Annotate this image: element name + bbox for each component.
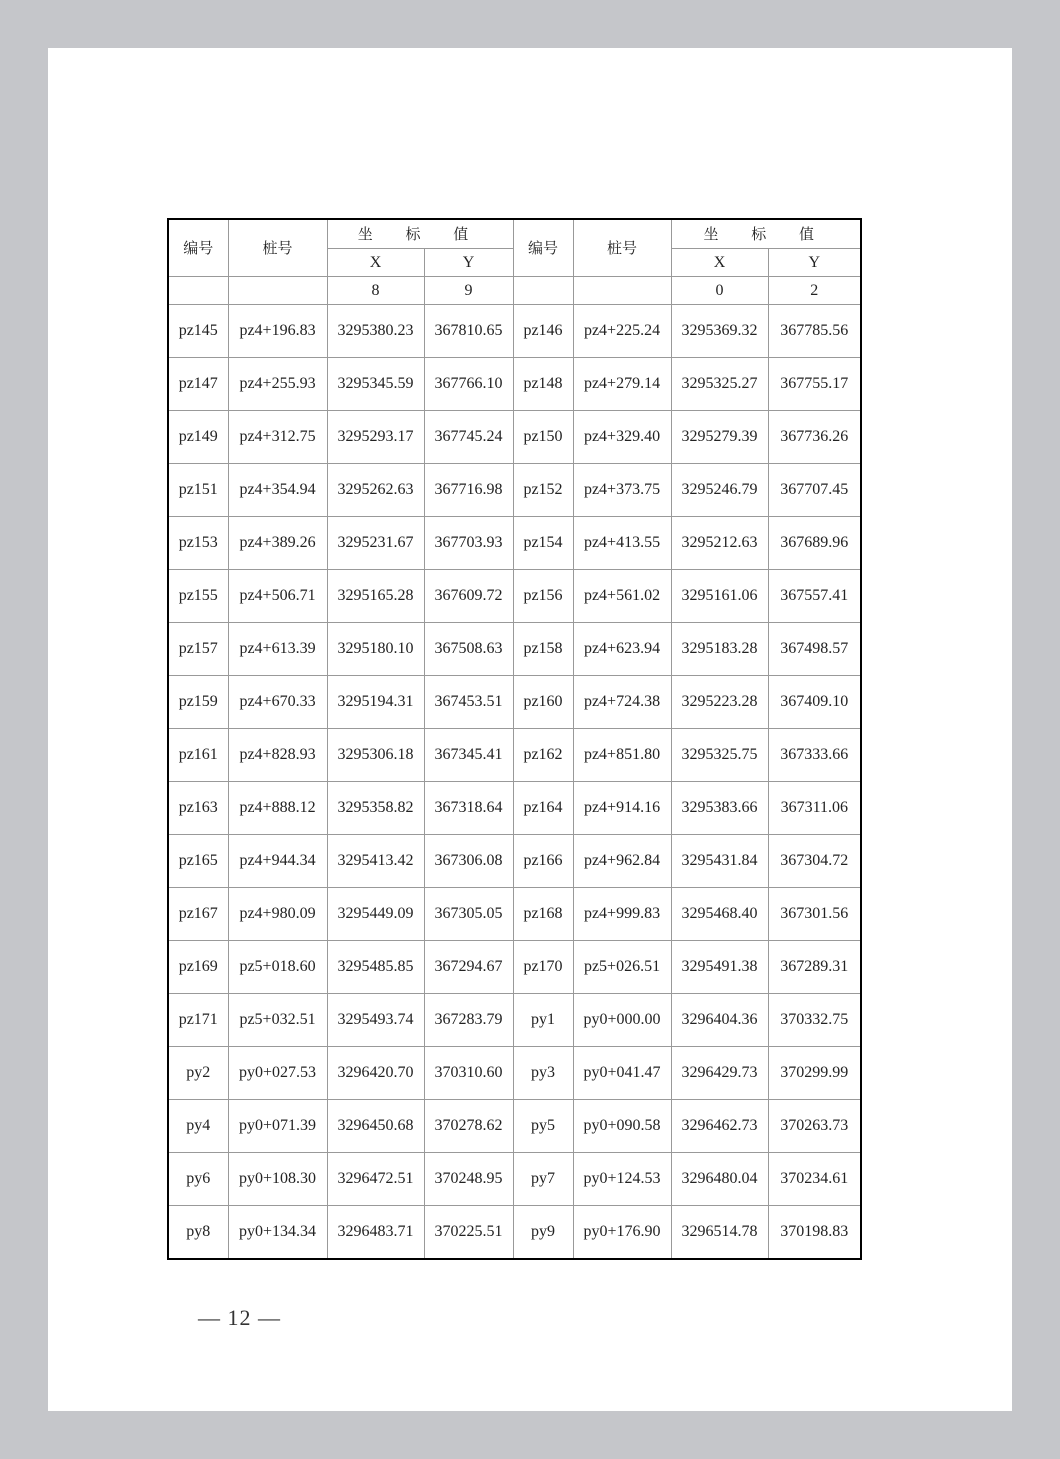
cell-coord-x: 3295325.27 xyxy=(671,358,768,411)
cell-station: pz4+329.40 xyxy=(573,411,671,464)
cell-coord-x: 3295293.17 xyxy=(327,411,424,464)
table-row xyxy=(168,994,861,1047)
cell-y-fragment: 2 xyxy=(768,277,861,305)
cell-station: pz4+724.38 xyxy=(573,676,671,729)
cell-station: pz4+279.14 xyxy=(573,358,671,411)
cell-coord-y: 367289.31 xyxy=(768,941,861,994)
cell-coord-y: 367766.10 xyxy=(424,358,513,411)
cell-coord-y: 370299.99 xyxy=(768,1047,861,1100)
cell-coord-y: 367318.64 xyxy=(424,782,513,835)
cell-point-id: pz165 xyxy=(168,835,228,888)
cell-point-id: pz152 xyxy=(513,464,573,517)
cell-point-id: pz171 xyxy=(168,994,228,1047)
cell-point-id: py7 xyxy=(513,1153,573,1206)
cell-coord-y: 370332.75 xyxy=(768,994,861,1047)
cell-station: pz4+914.16 xyxy=(573,782,671,835)
cell-station: py0+134.34 xyxy=(228,1206,327,1260)
cell-station: py0+176.90 xyxy=(573,1206,671,1260)
cell-point-id: pz161 xyxy=(168,729,228,782)
cell-point-id: pz157 xyxy=(168,623,228,676)
cell-x-fragment: 8 xyxy=(327,277,424,305)
table-row xyxy=(168,729,861,782)
cell-coord-y: 367785.56 xyxy=(768,305,861,358)
cell-station: pz5+032.51 xyxy=(228,994,327,1047)
cell-station: pz4+225.24 xyxy=(573,305,671,358)
cell-y-fragment: 9 xyxy=(424,277,513,305)
cell-coord-x: 3295161.06 xyxy=(671,570,768,623)
header-coord-left: 坐 标 值 xyxy=(327,219,513,249)
cell-coord-x: 3295325.75 xyxy=(671,729,768,782)
cell-coord-y: 367345.41 xyxy=(424,729,513,782)
table-row xyxy=(168,835,861,888)
cell-coord-y: 367301.56 xyxy=(768,888,861,941)
table-row xyxy=(168,623,861,676)
cell-coord-x: 3296420.70 xyxy=(327,1047,424,1100)
cell-point-id: pz163 xyxy=(168,782,228,835)
cell-coord-y: 367707.45 xyxy=(768,464,861,517)
table-header xyxy=(168,219,861,277)
cell-point-id: pz159 xyxy=(168,676,228,729)
cell-coord-y: 367311.06 xyxy=(768,782,861,835)
cell-station: pz4+888.12 xyxy=(228,782,327,835)
cell-station: pz4+373.75 xyxy=(573,464,671,517)
cell-coord-x: 3295468.40 xyxy=(671,888,768,941)
cell-empty xyxy=(573,277,671,305)
cell-point-id: pz149 xyxy=(168,411,228,464)
cell-coord-y: 367305.05 xyxy=(424,888,513,941)
cell-coord-x: 3295231.67 xyxy=(327,517,424,570)
table-row xyxy=(168,1100,861,1153)
cell-point-id: pz166 xyxy=(513,835,573,888)
cell-point-id: pz153 xyxy=(168,517,228,570)
header-station-left: 桩号 xyxy=(228,219,327,277)
cell-coord-x: 3295380.23 xyxy=(327,305,424,358)
cell-coord-x: 3296480.04 xyxy=(671,1153,768,1206)
cell-coord-x: 3296404.36 xyxy=(671,994,768,1047)
cell-point-id: pz155 xyxy=(168,570,228,623)
cell-point-id: py8 xyxy=(168,1206,228,1260)
cell-coord-x: 3295383.66 xyxy=(671,782,768,835)
cell-point-id: py3 xyxy=(513,1047,573,1100)
coordinate-table xyxy=(167,218,862,1260)
cell-point-id: pz156 xyxy=(513,570,573,623)
cell-coord-x: 3296429.73 xyxy=(671,1047,768,1100)
table-row xyxy=(168,411,861,464)
cell-point-id: pz169 xyxy=(168,941,228,994)
cell-station: py0+027.53 xyxy=(228,1047,327,1100)
cell-station: pz4+506.71 xyxy=(228,570,327,623)
cell-coord-y: 370198.83 xyxy=(768,1206,861,1260)
cell-coord-y: 367304.72 xyxy=(768,835,861,888)
table-row xyxy=(168,358,861,411)
cell-point-id: py4 xyxy=(168,1100,228,1153)
cell-point-id: py2 xyxy=(168,1047,228,1100)
cell-coord-x: 3295369.32 xyxy=(671,305,768,358)
table-row xyxy=(168,517,861,570)
table-row xyxy=(168,888,861,941)
cell-station: py0+108.30 xyxy=(228,1153,327,1206)
cell-station: py0+000.00 xyxy=(573,994,671,1047)
cell-coord-x: 3295491.38 xyxy=(671,941,768,994)
cell-coord-x: 3295413.42 xyxy=(327,835,424,888)
cell-coord-y: 367409.10 xyxy=(768,676,861,729)
cell-coord-y: 367703.93 xyxy=(424,517,513,570)
cell-station: pz4+944.34 xyxy=(228,835,327,888)
header-id-right: 编号 xyxy=(513,219,573,277)
cell-station: pz4+962.84 xyxy=(573,835,671,888)
cell-coord-x: 3295431.84 xyxy=(671,835,768,888)
cell-station: py0+124.53 xyxy=(573,1153,671,1206)
cell-point-id: pz164 xyxy=(513,782,573,835)
cell-point-id: pz160 xyxy=(513,676,573,729)
cell-coord-y: 367453.51 xyxy=(424,676,513,729)
table-row xyxy=(168,570,861,623)
cell-coord-x: 3295345.59 xyxy=(327,358,424,411)
cell-point-id: pz162 xyxy=(513,729,573,782)
cell-coord-y: 367498.57 xyxy=(768,623,861,676)
cell-coord-y: 367810.65 xyxy=(424,305,513,358)
cell-coord-y: 367508.63 xyxy=(424,623,513,676)
cell-station: pz4+980.09 xyxy=(228,888,327,941)
cell-coord-y: 367609.72 xyxy=(424,570,513,623)
cell-station: pz4+670.33 xyxy=(228,676,327,729)
table-row xyxy=(168,1206,861,1260)
table-body xyxy=(168,277,861,1260)
cell-point-id: pz146 xyxy=(513,305,573,358)
cell-point-id: pz170 xyxy=(513,941,573,994)
cell-empty xyxy=(513,277,573,305)
cell-point-id: pz167 xyxy=(168,888,228,941)
cell-station: pz4+255.93 xyxy=(228,358,327,411)
header-id-left: 编号 xyxy=(168,219,228,277)
cell-empty xyxy=(168,277,228,305)
cell-coord-x: 3295279.39 xyxy=(671,411,768,464)
cell-coord-x: 3296462.73 xyxy=(671,1100,768,1153)
cell-station: pz4+312.75 xyxy=(228,411,327,464)
cell-coord-y: 367745.24 xyxy=(424,411,513,464)
table-row xyxy=(168,1047,861,1100)
cell-point-id: pz145 xyxy=(168,305,228,358)
table-row xyxy=(168,782,861,835)
cell-point-id: pz168 xyxy=(513,888,573,941)
cell-coord-x: 3295449.09 xyxy=(327,888,424,941)
document-page xyxy=(48,48,1012,1411)
cell-coord-y: 367294.67 xyxy=(424,941,513,994)
cell-point-id: py9 xyxy=(513,1206,573,1260)
cell-point-id: pz151 xyxy=(168,464,228,517)
header-x-left: X xyxy=(327,249,424,277)
cell-coord-x: 3295306.18 xyxy=(327,729,424,782)
cell-coord-y: 367736.26 xyxy=(768,411,861,464)
cell-station: pz4+413.55 xyxy=(573,517,671,570)
cell-station: pz4+828.93 xyxy=(228,729,327,782)
table-row xyxy=(168,1153,861,1206)
cell-x-fragment: 0 xyxy=(671,277,768,305)
table-row xyxy=(168,305,861,358)
cell-empty xyxy=(228,277,327,305)
cell-point-id: pz147 xyxy=(168,358,228,411)
cell-coord-y: 370225.51 xyxy=(424,1206,513,1260)
cell-station: pz4+561.02 xyxy=(573,570,671,623)
cell-station: pz5+018.60 xyxy=(228,941,327,994)
table-row xyxy=(168,941,861,994)
cell-coord-y: 367283.79 xyxy=(424,994,513,1047)
header-y-right: Y xyxy=(768,249,861,277)
cell-point-id: pz158 xyxy=(513,623,573,676)
header-x-right: X xyxy=(671,249,768,277)
cell-station: pz5+026.51 xyxy=(573,941,671,994)
cell-coord-y: 370234.61 xyxy=(768,1153,861,1206)
cell-station: pz4+613.39 xyxy=(228,623,327,676)
page-number: — 12 — xyxy=(198,1305,281,1330)
cell-station: pz4+354.94 xyxy=(228,464,327,517)
cell-coord-x: 3296472.51 xyxy=(327,1153,424,1206)
cell-coord-y: 370263.73 xyxy=(768,1100,861,1153)
header-y-left: Y xyxy=(424,249,513,277)
cell-station: pz4+389.26 xyxy=(228,517,327,570)
cell-point-id: py5 xyxy=(513,1100,573,1153)
cell-coord-x: 3295246.79 xyxy=(671,464,768,517)
cell-coord-x: 3295212.63 xyxy=(671,517,768,570)
cell-point-id: pz150 xyxy=(513,411,573,464)
cell-station: py0+071.39 xyxy=(228,1100,327,1153)
cell-coord-y: 367557.41 xyxy=(768,570,861,623)
cell-coord-x: 3296483.71 xyxy=(327,1206,424,1260)
cell-point-id: pz148 xyxy=(513,358,573,411)
cell-coord-y: 367716.98 xyxy=(424,464,513,517)
cell-coord-x: 3295493.74 xyxy=(327,994,424,1047)
cell-coord-x: 3295358.82 xyxy=(327,782,424,835)
cell-coord-x: 3295165.28 xyxy=(327,570,424,623)
header-station-right: 桩号 xyxy=(573,219,671,277)
table-row xyxy=(168,464,861,517)
cell-point-id: pz154 xyxy=(513,517,573,570)
cell-coord-y: 367755.17 xyxy=(768,358,861,411)
cell-coord-x: 3295194.31 xyxy=(327,676,424,729)
cell-coord-x: 3295223.28 xyxy=(671,676,768,729)
cell-coord-y: 367689.96 xyxy=(768,517,861,570)
cell-coord-x: 3295485.85 xyxy=(327,941,424,994)
cell-point-id: py1 xyxy=(513,994,573,1047)
continuation-row xyxy=(168,277,861,305)
cell-coord-x: 3295183.28 xyxy=(671,623,768,676)
cell-station: py0+090.58 xyxy=(573,1100,671,1153)
cell-coord-x: 3296514.78 xyxy=(671,1206,768,1260)
cell-station: pz4+623.94 xyxy=(573,623,671,676)
cell-coord-y: 370278.62 xyxy=(424,1100,513,1153)
cell-point-id: py6 xyxy=(168,1153,228,1206)
cell-coord-y: 367333.66 xyxy=(768,729,861,782)
cell-coord-x: 3296450.68 xyxy=(327,1100,424,1153)
cell-station: pz4+196.83 xyxy=(228,305,327,358)
cell-coord-x: 3295262.63 xyxy=(327,464,424,517)
header-coord-right: 坐 标 值 xyxy=(671,219,861,249)
cell-station: py0+041.47 xyxy=(573,1047,671,1100)
cell-coord-y: 367306.08 xyxy=(424,835,513,888)
cell-coord-x: 3295180.10 xyxy=(327,623,424,676)
cell-station: pz4+851.80 xyxy=(573,729,671,782)
cell-station: pz4+999.83 xyxy=(573,888,671,941)
cell-coord-y: 370310.60 xyxy=(424,1047,513,1100)
cell-coord-y: 370248.95 xyxy=(424,1153,513,1206)
table-row xyxy=(168,676,861,729)
